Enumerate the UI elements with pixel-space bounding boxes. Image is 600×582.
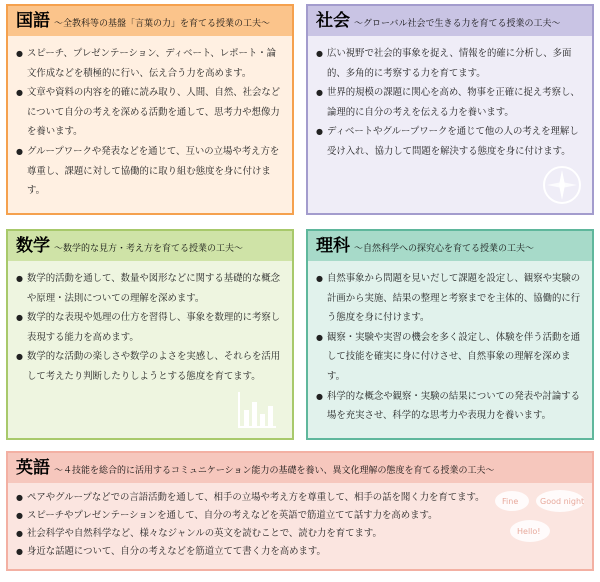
subject-subtitle: ～自然科学への探究心を育てる授業の工夫～ xyxy=(354,244,535,254)
panel-header xyxy=(8,453,592,483)
item-list xyxy=(16,44,284,201)
panel-body xyxy=(8,36,292,213)
subject-title: 英語 xyxy=(16,458,50,478)
compass-icon xyxy=(542,165,582,205)
deco-word: Hello! xyxy=(517,527,541,536)
list-item: ● 社会科学や自然科学など、様々なジャンルの英文を読むことで、読む力を育てます。 xyxy=(16,525,584,543)
panel-header xyxy=(8,6,292,36)
list-item: ● スピーチやプレゼンテーションを通して、自分の考えなどを英語で筋道立てて話す力を高めます。 xyxy=(16,507,584,525)
list-item: ● 自然事象から問題を見いだして課題を設定し、観察や実験の計画から実施、結果の整理と考察までを主体的、協働的に行う態度を身に付けます。 xyxy=(316,269,584,328)
subject-subtitle: ～４技能を総合的に活用するコミュニケーション能力の基礎を養い、異文化理解の態度を育てる授業の工夫～ xyxy=(54,466,495,476)
panel-eigo xyxy=(6,451,594,571)
list-item: ● 広い視野で社会的事象を捉え、情報を的確に分析し、多面的、多角的に考察する力を育てます。 xyxy=(316,44,584,83)
list-item: ● 数学的な活動の楽しさや数学のよさを実感し、それらを活用して考えたり判断したりしようとする態度を育てます。 xyxy=(16,347,284,386)
subject-title: 数学 xyxy=(16,236,50,256)
list-item: ● 科学的な概念や観察・実験の結果についての発表や討論する場を充実させ、科学的な思考力や表現力を養います。 xyxy=(316,387,584,426)
subject-subtitle: ～数学的な見方・考え方を育てる授業の工夫～ xyxy=(54,244,244,254)
list-item: ● 文章や資料の内容を的確に読み取り、人間、自然、社会などについて自分の考えを深める活動を通して、思考力や想像力を養います。 xyxy=(16,83,284,142)
panel-body xyxy=(308,261,592,438)
subject-title: 社会 xyxy=(316,11,350,31)
list-item: ● 世界的規模の課題に関心を高め、物事を正確に捉え考察し、論理的に自分の考えを伝える力を養います。 xyxy=(316,83,584,122)
list-item: ● スピーチ、プレゼンテーション、ディベート、レポート・論文作成などを積極的に行い、伝え合う力を高めます。 xyxy=(16,44,284,83)
panel-body xyxy=(8,483,592,569)
item-list xyxy=(316,44,584,162)
panel-header xyxy=(308,6,592,36)
item-list xyxy=(16,269,284,387)
item-list xyxy=(316,269,584,426)
list-item: ● 身近な話題について、自分の考えなどを筋道立てて書く力を高めます。 xyxy=(16,543,584,561)
panel-header xyxy=(8,231,292,261)
deco-word: Good night xyxy=(540,497,585,506)
panel-sugaku xyxy=(6,229,294,440)
deco-word: Fine xyxy=(502,497,519,506)
panel-shakai xyxy=(306,4,594,215)
list-item: ● ペアやグループなどでの言語活動を通して、相手の立場や考え方を尊重して、相手の話を聞く力を育てます。 xyxy=(16,489,584,507)
subject-subtitle: ～全教科等の基盤「言葉の力」を育てる授業の工夫～ xyxy=(54,19,271,29)
panel-body xyxy=(308,36,592,213)
panel-header xyxy=(308,231,592,261)
speech-bubbles-icon xyxy=(490,487,586,547)
bar-chart-icon xyxy=(236,390,278,430)
panel-body xyxy=(8,261,292,438)
list-item: ● 数学的な表現や処理の仕方を習得し、事象を数理的に考察し表現する能力を高めます。 xyxy=(16,308,284,347)
panel-rika xyxy=(306,229,594,440)
list-item: ● ディベートやグループワークを通じて他の人の考えを理解し受け入れ、協力して問題を解決する態度を身に付けます。 xyxy=(316,122,584,161)
subject-subtitle: ～グローバル社会で生きる力を育てる授業の工夫～ xyxy=(354,19,561,29)
subject-title: 国語 xyxy=(16,11,50,31)
list-item: ● 数学的活動を通して、数量や図形などに関する基礎的な概念や原理・法則についての理解を深めます。 xyxy=(16,269,284,308)
list-item: ● 観察・実験や実習の機会を多く設定し、体験を伴う活動を通して技能を確実に身に付けさせ、自然事象の理解を深めます。 xyxy=(316,328,584,387)
panel-kokugo xyxy=(6,4,294,215)
subject-title: 理科 xyxy=(316,236,350,256)
list-item: ● グループワークや発表などを通じて、互いの立場や考え方を尊重し、課題に対して協働的に取り組む態度を身に付けます。 xyxy=(16,142,284,201)
